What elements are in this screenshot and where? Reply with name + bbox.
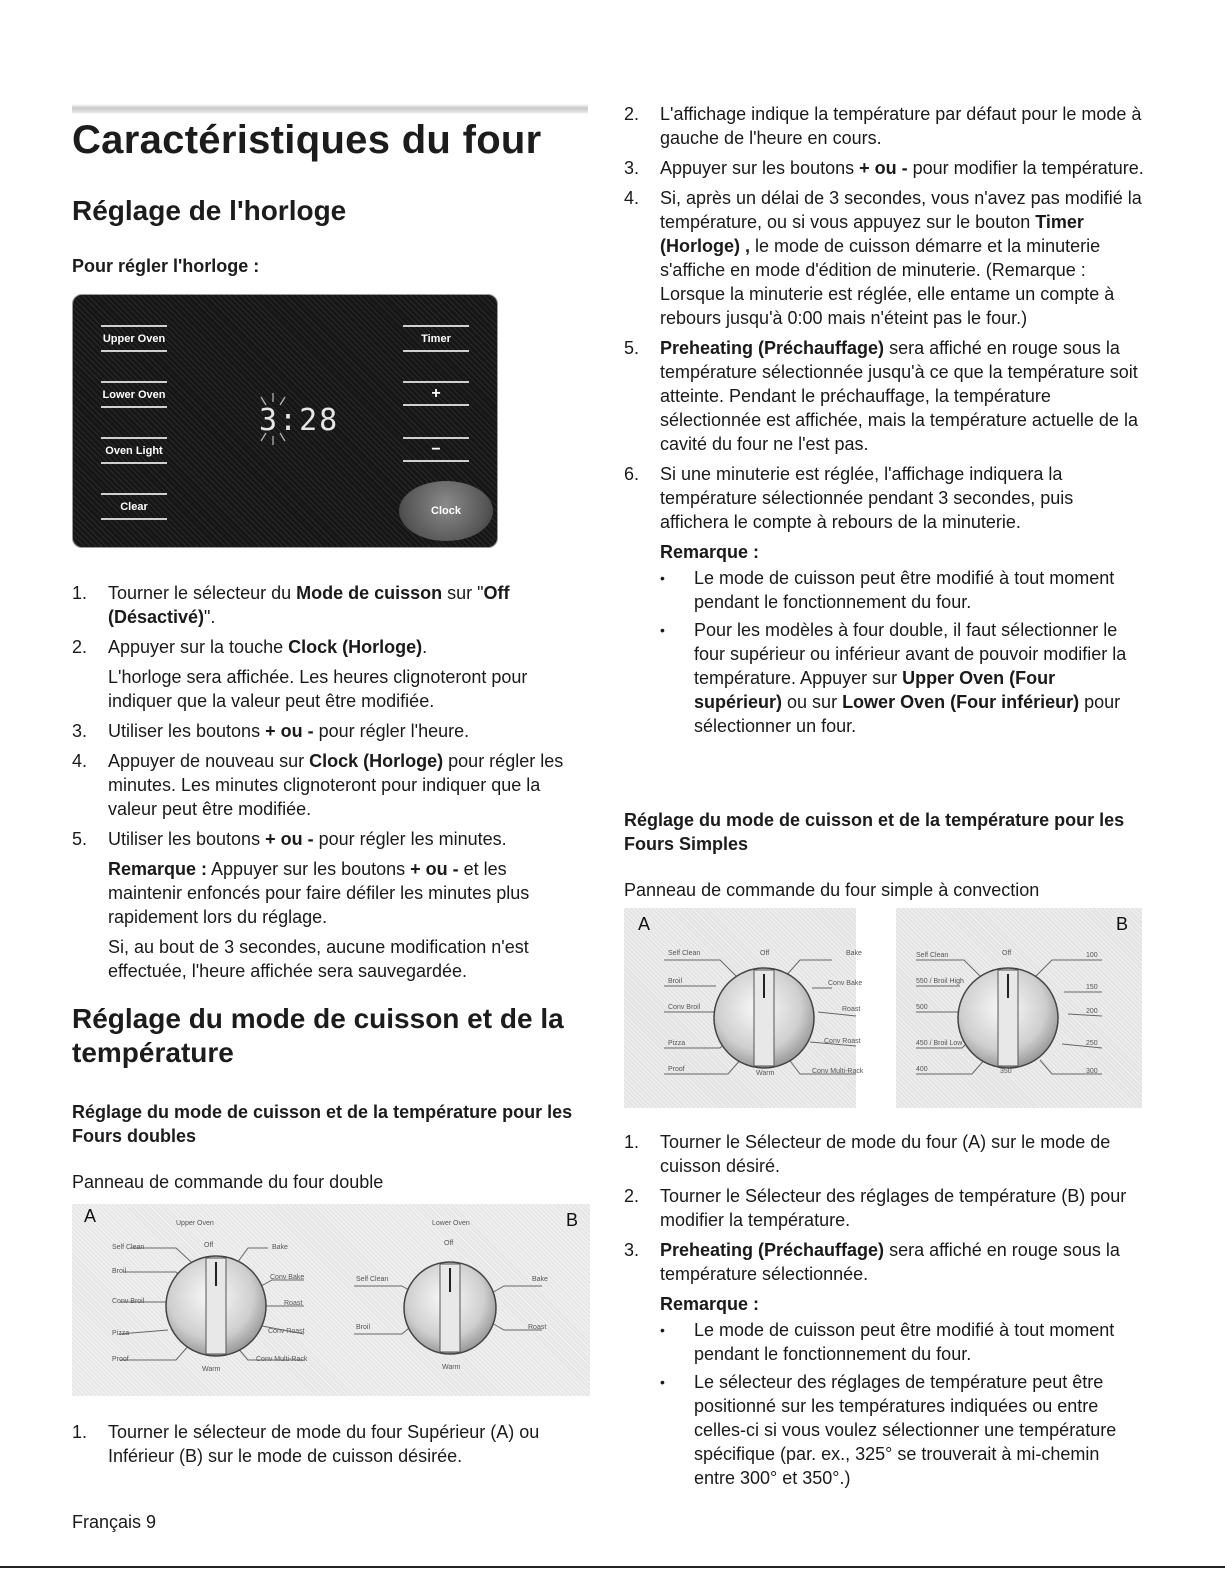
list-item: 5. Preheating (Préchauffage) sera affiché en rouge sous la température sélectionnée jusqu'à ce que la température soit atteinte. Pendant le préchauffage, la température sélectionnée est affichée, mais la température actuelle de la cavité du four ne l'est pas. [624,338,1138,454]
list-item: 4. Si, après un délai de 3 secondes, vous n'avez pas modifié la température, ou si vous appuyez sur le bouton Timer (Horloge) , le mode de cuisson démarre et la minuterie s'affiche en mode d'édition de minuterie. (Remarque : Lorsque la minuterie est réglée, elle entame un compte à rebours jusqu'à 0:00 mais n'éteint pas le four.) [624,188,1142,328]
single-oven-heading: Réglage du mode de cuisson et de la température pour les Fours Simples [624,810,1125,854]
minus-button[interactable]: − [403,437,469,462]
list-item: 3. Preheating (Préchauffage) sera affiché en rouge sous la température sélectionnée. Remarque : • Le mode de cuisson peut être modifié à tout moment pendant le fonctionnement du four. • Le sélecteur des réglages de température peut être positionné sur les températures indiquées ou entre celles-ci si vous voulez sélectionner une température spécifique (par. ex., 325° se trouverait à mi-chemin entre 300° et 350°.) [624,1238,1144,1490]
list-item: 3. Utiliser les boutons + ou - pour régler l'heure. [72,721,470,741]
clock-heading: Réglage de l'horloge [72,195,347,226]
list-item: 6. Si une minuterie est réglée, l'affichage indiquera la température sélectionnée pendant 3 secondes, puis affichera le compte à rebours de la minuterie. Remarque : • Le mode de cuisson peut être modifié à tout moment pendant le fonctionnement du four. • Pour les modèles à four double, il faut sélectionner le four supérieur ou inférieur avant de pouvoir modifier la température. Appuyer sur Upper Oven (Four supérieur) ou sur Lower Oven (Four inférieur) pour sélectionner un four. [624,462,1144,738]
figure-label-b: B [566,1210,579,1230]
clock-subheading: Pour régler l'horloge : [72,256,260,276]
knob-labels: Upper Oven Self Clean Off Bake Broil Conv Bake Conv Broil Roast Pizza Conv Roast Proof Warm Conv Multi-Rack Lower Oven Off Self Clean Bake Broil Roast Warm [112,1220,548,1373]
list-item: 3. Appuyer sur les boutons + ou - pour modifier la température. [624,158,1144,178]
list-item: 1. Tourner le sélecteur de mode du four Supérieur (A) ou Inférieur (B) sur le mode de cuisson désirée. [72,1422,540,1466]
clock-steps [72,581,584,989]
page-title: Caractéristiques du four [72,118,542,162]
list-item: 2. Tourner le Sélecteur des réglages de température (B) pour modifier la température. [624,1186,1127,1230]
knob-labels: Self Clean Off Bake Broil Conv Bake Conv Broil Roast Pizza Conv Roast Proof Warm Conv Multi-Rack Self Clean Off 100 550 / Broil High 150 500 200 450 / Broil Low 250 400 350 300 [668,950,1098,1077]
list-item: 4. Appuyer de nouveau sur Clock (Horloge) pour régler les minutes. Les minutes clignoteront pour indiquer que la valeur peut être modifiée. [72,751,564,819]
right-steps [624,102,1144,744]
mode-heading: Réglage du mode de cuisson et de la température [72,1003,564,1068]
double-oven-caption: Panneau de commande du four double [72,1172,384,1192]
figure-label-b: B [1116,914,1129,934]
double-oven-steps [72,1420,584,1474]
list-item: 1. Tourner le sélecteur du Mode de cuisson sur "Off (Désactivé)". [72,583,510,627]
page-footer: Français 9 [72,1512,157,1532]
figure-label-a: A [638,914,651,934]
list-item: 1. Tourner le Sélecteur de mode du four (A) sur le mode de cuisson désiré. [624,1132,1111,1176]
bottom-rule [0,1566,1225,1568]
title-rule [72,104,588,114]
knob-a-title: Upper Oven [176,1220,214,1227]
plus-button[interactable]: + [403,381,469,406]
clear-button[interactable]: Clear [101,493,167,520]
single-oven-steps [624,1130,1144,1496]
list-item: 5. Utiliser les boutons + ou - pour régler les minutes. Remarque : Appuyer sur les boutons + ou - et les maintenir enfoncés pour faire défiler les minutes plus rapidement lors du réglage. Si, au bout de 3 secondes, aucune modification n'est effectuée, l'heure affichée sera sauvegardée. [72,829,530,981]
upper-oven-button[interactable]: Upper Oven [101,325,167,352]
double-oven-knobs-figure [72,1204,590,1396]
oven-light-button[interactable]: Oven Light [101,437,167,464]
lower-oven-button[interactable]: Lower Oven [101,381,167,408]
single-oven-caption: Panneau de commande du four simple à convection [624,880,1040,900]
figure-label-a: A [84,1206,97,1226]
list-item: 2. Appuyer sur la touche Clock (Horloge). L'horloge sera affichée. Les heures clignoteront pour indiquer que la valeur peut être modifiée. [72,637,528,711]
single-oven-knobs-figure [624,908,1142,1108]
clock-control-panel [72,294,498,548]
knob-b-title: Lower Oven [432,1220,470,1227]
timer-button[interactable]: Timer [403,325,469,352]
clock-time: 3:28 [259,403,340,438]
double-oven-heading: Réglage du mode de cuisson et de la température pour les Fours doubles [72,1102,573,1146]
clock-display [249,389,449,449]
list-item: 2. L'affichage indique la température par défaut pour le mode à gauche de l'heure en cours. [624,104,1142,148]
clock-button[interactable]: Clock [399,481,493,541]
